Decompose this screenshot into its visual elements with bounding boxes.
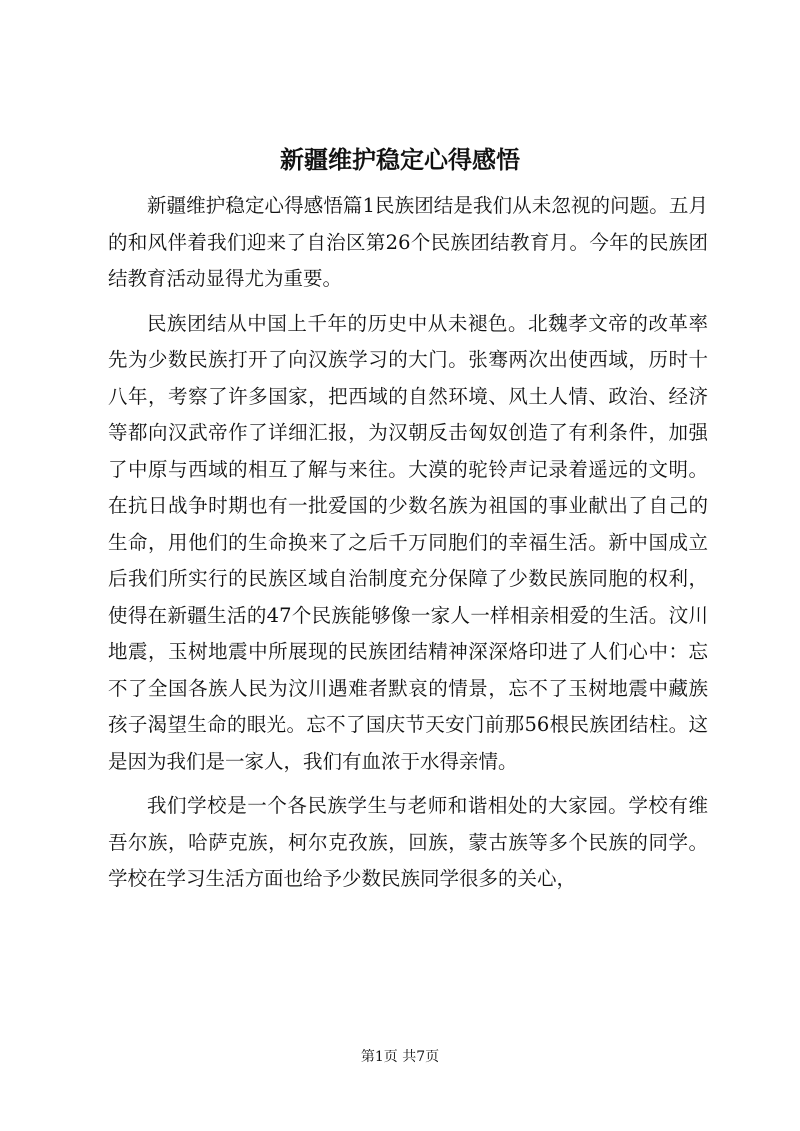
document-body	[108, 188, 708, 906]
paragraph-2: 民族团结从中国上千年的历史中从未褪色。北魏孝文帝的改革率先为少数民族打开了向汉族学习的大门。张骞两次出使西域，历时十八年，考察了许多国家，把西域的自然环境、风土人情、政治、经济等都向汉武帝作了详细汇报，为汉朝反击匈奴创造了有利条件，加强了中原与西域的相互了解与来往。大漠的驼铃声记录着遥远的文明。在抗日战争时期也有一批爱国的少数名族为祖国的事业献出了自己的生命，用他们的生命换来了之后千万同胞们的幸福生活。新中国成立后我们所实行的民族区域自治制度充分保障了少数民族同胞的权利，使得在新疆生活的47个民族能够像一家人一样相亲相爱的生活。汶川地震，玉树地震中所展现的民族团结精神深深烙印进了人们心中：忘不了全国各族人民为汶川遇难者默哀的情景，忘不了玉树地震中藏族孩子渴望生命的眼光。忘不了国庆节天安门前那56根民族团结柱。这是因为我们是一家人，我们有血浓于水得亲情。	[108, 311, 708, 773]
paragraph-1: 新疆维护稳定心得感悟篇1民族团结是我们从未忽视的问题。五月的和风伴着我们迎来了自治区第26个民族团结教育月。今年的民族团结教育活动显得尤为重要。	[108, 194, 708, 290]
document-title: 新疆维护稳定心得感悟	[280, 145, 520, 174]
paragraph-3: 我们学校是一个各民族学生与老师和谐相处的大家园。学校有维吾尔族，哈萨克族，柯尔克孜族，回族，蒙古族等多个民族的同学。学校在学习生活方面也给予少数民族同学很多的关心，	[108, 794, 708, 890]
page-footer: 第1页 共7页	[360, 1049, 440, 1065]
